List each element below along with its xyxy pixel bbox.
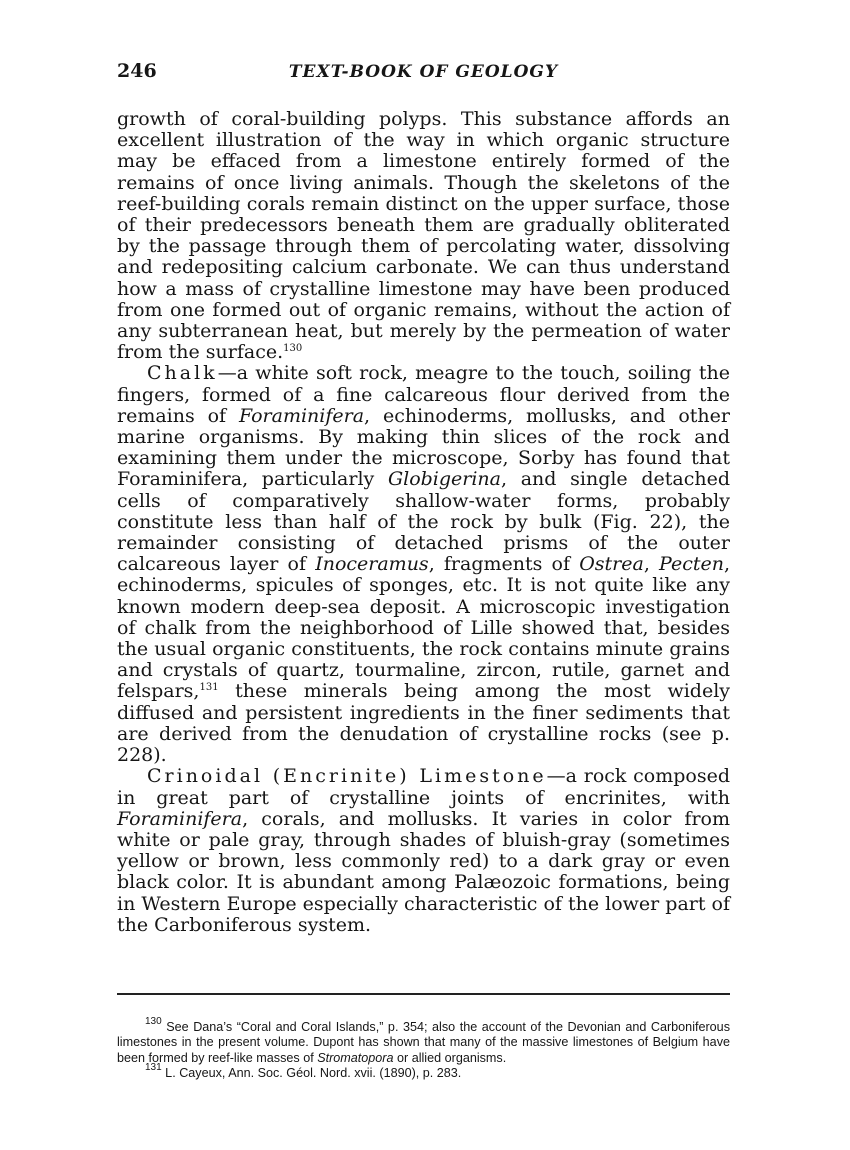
footnotes	[117, 1016, 730, 1082]
footnote-ref-130: 130	[283, 343, 303, 355]
term-crinoidal-limestone: Crinoidal (Encrinite) Limestone	[147, 765, 547, 788]
italic-term: Globigerina	[387, 468, 502, 491]
paragraph-text: —a white soft rock, meagre to the touch, soiling the fingers, formed of a fine calcareous flour derived from the remains of	[117, 362, 730, 427]
italic-term: Foraminifera	[117, 807, 243, 830]
footnote-130	[117, 1016, 730, 1066]
footnote-text: L. Cayeux, Ann. Soc. Géol. Nord. xvii. (1890), p. 283.	[161, 1066, 462, 1081]
paragraph-text: ,	[643, 553, 660, 576]
paragraph-chalk	[117, 363, 730, 766]
footnote-text: or allied organisms.	[393, 1050, 507, 1065]
paragraph-text: these minerals being among the most widely diffused and persistent ingredients in the finer sediments that are derived from the denudation of crystalline rocks (see p. 228).	[117, 680, 730, 767]
paragraph-text: , and single detached cells of comparatively shallow-water forms, probably constitute less than half of the rock by bulk (Fig. 22), the remainder consisting of detached prisms of the outer calcareous layer of	[117, 468, 730, 576]
paragraph-text: , corals, and mollusks. It varies in color from white or pale gray, through shades of bluish-gray (sometimes yellow or brown, less commonly red) to a dark gray or even black color. It is abundant among Palæozoic formations, being in Western Europe especially characteristic of the lower part of the Carboniferous system.	[117, 807, 730, 936]
footnote-ref-131: 131	[199, 682, 219, 694]
paragraph-text: , echinoderms, spicules of sponges, etc. It is not quite like any known modern deep-sea deposit. A microscopic investigation of chalk from the neighborhood of Lille showed that, besides the usual organic constituents, the rock contains minute grains and crystals of quartz, tourmaline, zircon, rutile, garnet and felspars,	[117, 553, 730, 703]
paragraph-text: —a rock composed in great part of crystalline joints of encrinites, with	[117, 765, 730, 809]
footnote-text: See Dana’s “Coral and Coral Islands,” p. 354; also the account of the Devonian and Carboniferous limestones in the present volume. Dupont has shown that many of the massive limestones of Belgium have been formed by reef-like masses of	[117, 1020, 730, 1065]
italic-term: Foraminifera	[238, 404, 365, 427]
italic-term: Inoceramus	[315, 553, 429, 576]
paragraph-crinoidal-limestone	[117, 766, 730, 936]
page-header	[117, 60, 730, 90]
footnote-divider	[117, 993, 730, 995]
running-head: TEXT-BOOK OF GEOLOGY	[288, 62, 559, 82]
footnote-131	[117, 1062, 730, 1081]
paragraph-text: , fragments of	[428, 553, 580, 576]
paragraph-text: growth of coral-building polyps. This substance affords an excellent illustration of the way in which organic structure may be effaced from a limestone entirely formed of the remains of once living animals. Though the skeletons of the reef-building corals remain distinct on the upper surface, those of their predecessors beneath them are gradually obliterated by the passage through them of percolating water, dissolving and redepositing calcium carbonate. We can thus understand how a mass of crystalline limestone may have been produced from one formed out of organic remains, without the action of any subterranean heat, but merely by the permeation of water from the surface.	[117, 108, 730, 364]
body-text	[117, 109, 730, 936]
footnote-marker: 131	[145, 1062, 162, 1074]
italic-term: Stromatopora	[317, 1050, 394, 1065]
term-chalk: Chalk	[147, 362, 218, 385]
paragraph-coral-limestone	[117, 109, 730, 363]
footnote-marker: 130	[145, 1016, 162, 1027]
italic-term: Ostrea	[579, 553, 644, 576]
page-number: 246	[117, 60, 157, 82]
paragraph-text: , echinoderms, mollusks, and other marine organisms. By making thin slices of the rock and examining them under the microscope, Sorby has found that Foraminifera, particularly	[117, 404, 730, 491]
italic-term: Pecten	[659, 553, 724, 576]
